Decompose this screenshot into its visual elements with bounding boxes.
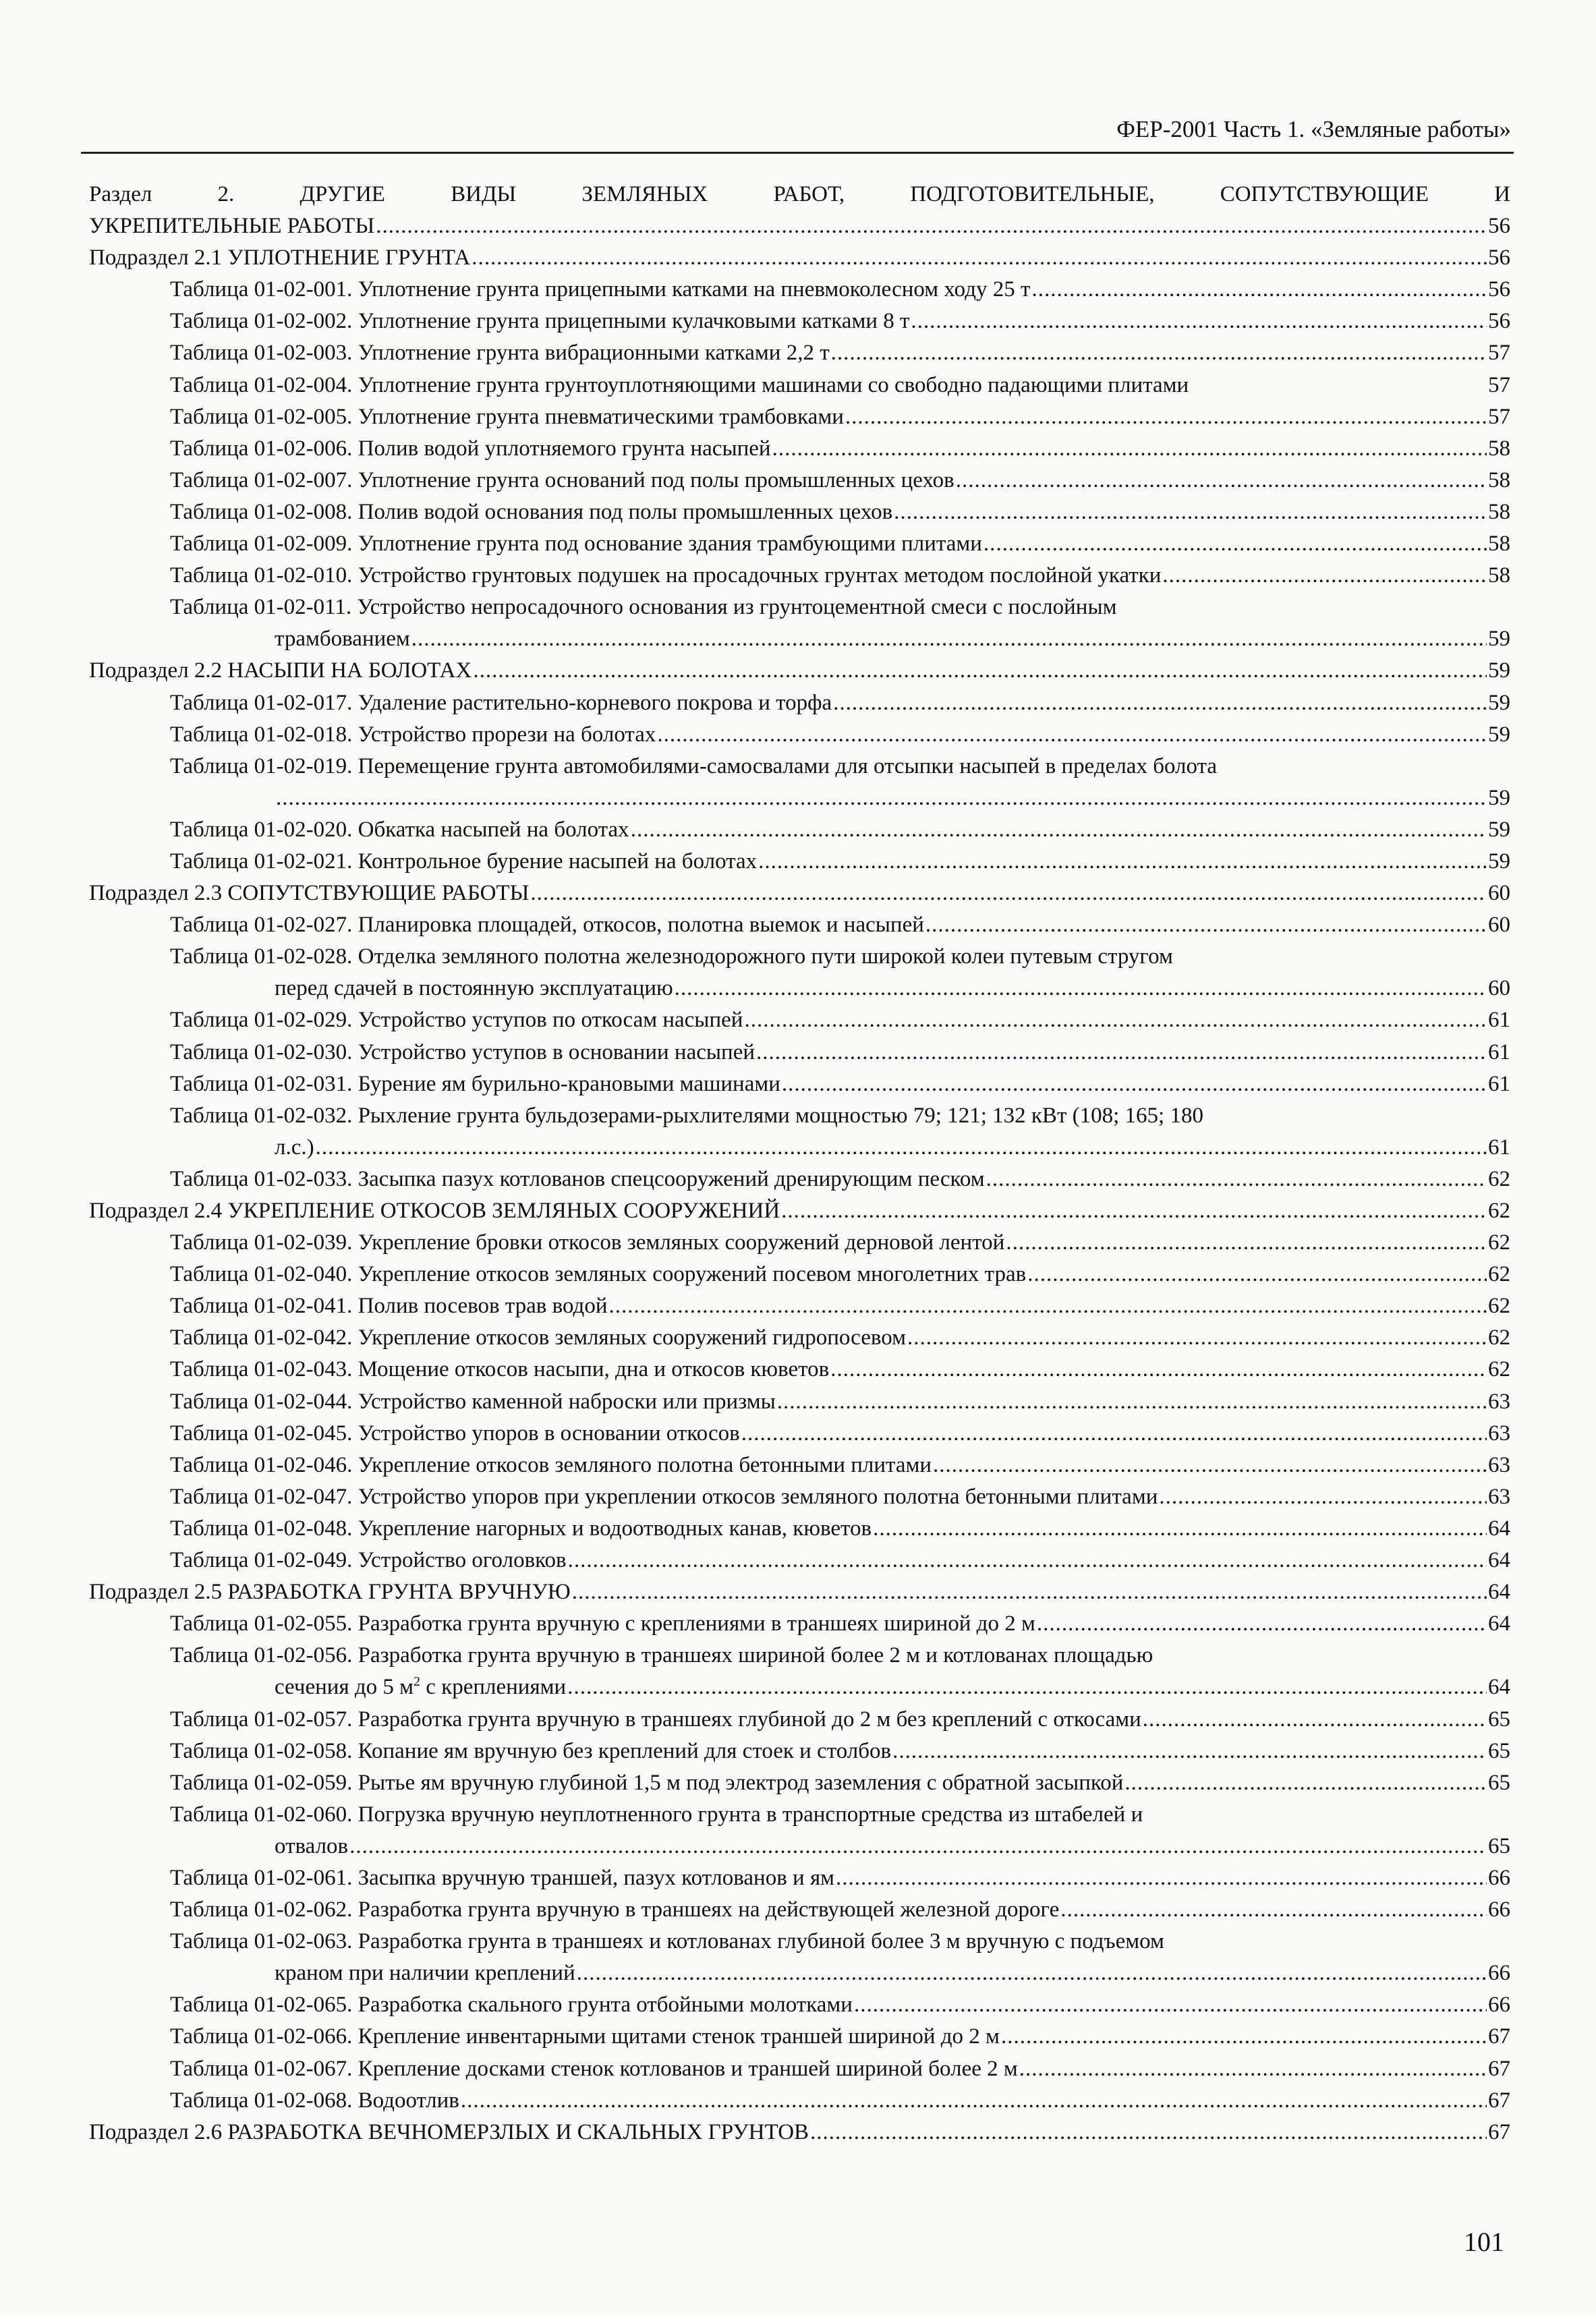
toc-table-entry[interactable]: [89, 306, 1510, 337]
toc-leader-dots: [956, 465, 1487, 496]
toc-page-number: 58: [1488, 467, 1510, 492]
toc-entry-title: Таблица 01-02-021. Контрольное бурение насыпей на болотах: [170, 849, 758, 874]
toc-leader-dots: [461, 2085, 1487, 2117]
toc-table-entry[interactable]: [89, 1068, 1510, 1100]
toc-entry-title: Таблица 01-02-056. Разработка грунта вручную в траншеях шириной более 2 м и котлованах площадью: [170, 1643, 1153, 1668]
toc-leader-dots: [894, 496, 1487, 528]
toc-page-number: 67: [1488, 2119, 1510, 2144]
toc-page-number: 62: [1488, 1262, 1510, 1287]
toc-page-number: 61: [1488, 1135, 1510, 1160]
toc-leader-dots: [925, 909, 1487, 941]
toc-entry-title: Таблица 01-02-048. Укрепление нагорных и водоотводных канав, кюветов: [170, 1516, 872, 1541]
toc-leader-dots: [831, 337, 1487, 369]
toc-table-entry[interactable]: [89, 1386, 1510, 1418]
toc-table-entry[interactable]: [89, 1290, 1510, 1322]
toc-entry-title: Подраздел 2.1 УПЛОТНЕНИЕ ГРУНТА: [89, 246, 471, 270]
toc-table-entry[interactable]: [89, 814, 1510, 846]
toc-table-entry[interactable]: [89, 2085, 1510, 2117]
toc-table-entry[interactable]: [89, 401, 1510, 433]
toc-table-entry[interactable]: [89, 528, 1510, 560]
toc-table-entry[interactable]: [89, 687, 1510, 719]
toc-leader-dots: [472, 242, 1487, 274]
toc-entry-title: Подраздел 2.4 УКРЕПЛЕНИЕ ОТКОСОВ ЗЕМЛЯНЫХ СООРУЖЕНИЙ: [89, 1199, 780, 1223]
toc-leader-dots: [1027, 1259, 1487, 1290]
toc-leader-dots: [376, 210, 1487, 242]
toc-leader-dots: [530, 878, 1487, 909]
toc-page-number: 59: [1488, 627, 1510, 652]
toc-entry-title: Таблица 01-02-044. Устройство каменной наброски или призмы: [170, 1389, 776, 1414]
toc-table-entry[interactable]: [89, 1862, 1510, 1894]
toc-leader-dots: [911, 306, 1487, 337]
toc-table-entry[interactable]: [89, 1545, 1510, 1576]
toc-subsection-entry[interactable]: [89, 655, 1510, 687]
toc-subsection-entry[interactable]: [89, 1576, 1510, 1608]
toc-page-number: 67: [1488, 2024, 1510, 2049]
toc-page-number: 66: [1488, 1993, 1510, 2018]
toc-entry-title: Таблица 01-02-008. Полив водой основания под полы промышленных цехов: [170, 499, 893, 524]
toc-entry-title-continued: отвалов: [275, 1833, 349, 1858]
toc-leader-dots: [276, 782, 1487, 814]
toc-page-number: 63: [1488, 1452, 1510, 1477]
toc-table-entry[interactable]: [89, 1989, 1510, 2021]
toc-leader-dots: [1037, 1608, 1487, 1640]
toc-entry-title: Таблица 01-02-049. Устройство оголовков: [170, 1548, 567, 1573]
toc-leader-dots: [1019, 2053, 1487, 2085]
toc-table-entry[interactable]: [89, 909, 1510, 941]
toc-entry-title: Таблица 01-02-017. Удаление растительно-корневого покрова и торфа: [170, 690, 832, 715]
toc-entry-title: Таблица 01-02-043. Мощение откосов насыпи, дна и откосов кюветов: [170, 1357, 830, 1382]
header-divider: [81, 152, 1514, 154]
toc-table-entry[interactable]: [89, 1704, 1510, 1736]
toc-page-number: 61: [1488, 1071, 1510, 1096]
toc-page-number: 65: [1488, 1770, 1510, 1795]
toc-table-entry[interactable]: [89, 1100, 1510, 1164]
toc-leader-dots: [411, 623, 1487, 655]
toc-table-entry[interactable]: [89, 370, 1510, 401]
toc-entry-title: Таблица 01-02-061. Засыпка вручную траншей, пазух котлованов и ям: [170, 1865, 835, 1890]
toc-entry-title: Таблица 01-02-057. Разработка грунта вручную в траншеях глубиной до 2 м без креплений с откосами: [170, 1707, 1141, 1732]
toc-subsection-entry[interactable]: [89, 1195, 1510, 1227]
toc-page-number: 66: [1488, 1897, 1510, 1922]
toc-table-entry[interactable]: [89, 719, 1510, 751]
toc-page-number: 56: [1488, 277, 1510, 302]
toc-table-entry[interactable]: [89, 1322, 1510, 1354]
toc-entry-title: Таблица 01-02-020. Обкатка насыпей на болотах: [170, 817, 629, 842]
toc-leader-dots: [631, 814, 1487, 846]
toc-entry-title: Таблица 01-02-065. Разработка скального грунта отбойными молотками: [170, 1993, 853, 2018]
toc-entry-title: Таблица 01-02-028. Отделка земляного полотна железнодорожного пути широкой колеи путевым стругом: [170, 944, 1173, 969]
toc-entry-title: Таблица 01-02-005. Уплотнение грунта пневматическими трамбовками: [170, 404, 844, 429]
toc-entry-title: Таблица 01-02-060. Погрузка вручную неуплотненного грунта в транспортные средства из штабелей и: [170, 1802, 1143, 1827]
toc-leader-dots: [1031, 274, 1487, 306]
toc-page-number: 58: [1488, 436, 1510, 461]
toc-table-entry[interactable]: [89, 1259, 1510, 1290]
toc-section-title-line2: УКРЕПИТЕЛЬНЫЕ РАБОТЫ: [89, 214, 375, 239]
toc-entry-title: Таблица 01-02-041. Полив посевов трав водой: [170, 1294, 608, 1319]
toc-table-entry[interactable]: [89, 846, 1510, 878]
toc-table-entry[interactable]: [89, 433, 1510, 465]
toc-leader-dots: [892, 1736, 1487, 1767]
toc-entry-title: Таблица 01-02-004. Уплотнение грунта грунтоуплотняющими машинами со свободно падающими плитами: [170, 372, 1189, 397]
toc-entry-title: Таблица 01-02-007. Уплотнение грунта оснований под полы промышленных цехов: [170, 467, 954, 492]
toc-entry-title: Таблица 01-02-019. Перемещение грунта автомобилями-самосвалами для отсыпки насыпей в пределах болота: [170, 753, 1218, 778]
toc-leader-dots: [1006, 1227, 1487, 1259]
running-header: ФЕР-2001 Часть 1. «Земляные работы»: [1116, 116, 1511, 142]
toc-page-number: 62: [1488, 1230, 1510, 1255]
toc-table-entry[interactable]: [89, 1608, 1510, 1640]
page-number: 101: [1464, 2227, 1504, 2257]
toc-subsection-entry[interactable]: [89, 878, 1510, 909]
toc-leader-dots: [577, 1958, 1487, 1989]
toc-page-number: 59: [1488, 658, 1510, 683]
toc-page-number: 64: [1488, 1611, 1510, 1636]
toc-table-entry[interactable]: [89, 1227, 1510, 1259]
toc-entry-title-tail: с креплениями: [420, 1675, 567, 1700]
toc-page-number: 63: [1488, 1421, 1510, 1446]
toc-table-entry[interactable]: [89, 751, 1510, 814]
toc-table-entry[interactable]: [89, 465, 1510, 496]
toc-leader-dots: [1159, 1481, 1487, 1513]
toc-entry-title: Таблица 01-02-058. Копание ям вручную без креплений для стоек и столбов: [170, 1738, 892, 1763]
toc-table-entry[interactable]: [89, 2053, 1510, 2085]
toc-page-number: 65: [1488, 1833, 1510, 1858]
toc-leader-dots: [1124, 1767, 1487, 1799]
toc-leader-dots: [756, 1037, 1487, 1068]
toc-entry-title: Таблица 01-02-068. Водоотлив: [170, 2088, 459, 2113]
toc-leader-dots: [567, 1672, 1487, 1703]
toc-page-number: 64: [1488, 1675, 1510, 1700]
toc-table-entry[interactable]: [89, 1037, 1510, 1068]
toc-page-number: 61: [1488, 1008, 1510, 1033]
toc-entry-title-continued: трамбованием: [275, 627, 410, 652]
toc-table-entry[interactable]: [89, 1736, 1510, 1767]
toc-leader-dots: [984, 528, 1487, 560]
toc-entry-title: Таблица 01-02-018. Устройство прорези на болотах: [170, 722, 656, 747]
toc-entry-title: Таблица 01-02-062. Разработка грунта вручную в траншеях на действующей железной дороге: [170, 1897, 1060, 1922]
toc-leader-dots: [845, 401, 1487, 433]
toc-entry-title: Таблица 01-02-006. Полив водой уплотняемого грунта насыпей: [170, 436, 771, 461]
toc-leader-dots: [473, 655, 1487, 687]
toc-entry-title: Таблица 01-02-009. Уплотнение грунта под основание здания трамбующими плитами: [170, 532, 982, 556]
toc-page-number: 62: [1488, 1357, 1510, 1382]
toc-leader-dots: [1143, 1704, 1487, 1736]
toc-entry-title: Таблица 01-02-042. Укрепление откосов земляных сооружений гидропосевом: [170, 1325, 906, 1350]
toc-entry-title-continued: перед сдачей в постоянную эксплуатацию: [275, 976, 673, 1001]
toc-entry-title: Таблица 01-02-002. Уплотнение грунта прицепными кулачковыми катками 8 т: [170, 309, 910, 334]
toc-page-number: 58: [1488, 499, 1510, 524]
toc-table-entry[interactable]: [89, 1926, 1510, 1989]
toc-leader-dots: [316, 1132, 1487, 1164]
toc-entry-title: Подраздел 2.5 РАЗРАБОТКА ГРУНТА ВРУЧНУЮ: [89, 1580, 571, 1605]
toc-table-entry[interactable]: [89, 1767, 1510, 1799]
toc-page-number: 57: [1488, 404, 1510, 429]
toc-page-number: 67: [1488, 2088, 1510, 2113]
toc-entry-title: Таблица 01-02-045. Устройство упоров в основании откосов: [170, 1421, 740, 1446]
toc-leader-dots: [349, 1831, 1487, 1862]
toc-page-number: 56: [1488, 214, 1510, 239]
table-of-contents: [89, 179, 1510, 2148]
toc-table-entry[interactable]: [89, 1418, 1510, 1450]
toc-table-entry[interactable]: [89, 1164, 1510, 1195]
toc-page-number: 62: [1488, 1325, 1510, 1350]
toc-entry-title: Таблица 01-02-027. Планировка площадей, откосов, полотна выемок и насыпей: [170, 913, 924, 938]
toc-leader-dots: [741, 1418, 1487, 1450]
toc-table-entry[interactable]: [89, 496, 1510, 528]
toc-page-number: 56: [1488, 246, 1510, 270]
toc-leader-dots: [833, 687, 1487, 719]
toc-entry-title-continued: сечения до 5 $м^2$ с креплениями: [275, 1674, 567, 1700]
toc-page-number: 65: [1488, 1738, 1510, 1763]
toc-entry-title: Подраздел 2.6 РАЗРАБОТКА ВЕЧНОМЕРЗЛЫХ И СКАЛЬНЫХ ГРУНТОВ: [89, 2119, 809, 2144]
toc-entry-title: Таблица 01-02-039. Укрепление бровки откосов земляных сооружений дерновой лентой: [170, 1230, 1005, 1255]
toc-page-number: 58: [1488, 532, 1510, 556]
toc-table-entry[interactable]: [89, 1799, 1510, 1862]
toc-page-number: 65: [1488, 1707, 1510, 1732]
toc-entry-title: Таблица 01-02-059. Рытье ям вручную глубиной 1,5 м под электрод заземления с обратной засыпкой: [170, 1770, 1124, 1795]
toc-entry-title: Таблица 01-02-001. Уплотнение грунта прицепными катками на пневмоколесном ходу 25 т: [170, 277, 1031, 302]
toc-leader-dots: [675, 973, 1487, 1004]
toc-page-number: 64: [1488, 1580, 1510, 1605]
toc-leader-dots: [744, 1004, 1487, 1036]
toc-entry-title: Таблица 01-02-011. Устройство непросадочного основания из грунтоцементной смеси с послойным: [170, 595, 1117, 620]
toc-page-number: 64: [1488, 1548, 1510, 1573]
toc-entry-title: Таблица 01-02-029. Устройство уступов по откосам насыпей: [170, 1008, 743, 1033]
toc-leader-dots: [1060, 1894, 1487, 1926]
toc-entry-title: Таблица 01-02-066. Крепление инвентарными щитами стенок траншей шириной до 2 м: [170, 2024, 1000, 2049]
toc-page-number: 59: [1488, 785, 1510, 810]
toc-page-number: 64: [1488, 1516, 1510, 1541]
toc-page-number: 60: [1488, 913, 1510, 938]
toc-page-number: 62: [1488, 1199, 1510, 1223]
toc-leader-dots: [772, 433, 1487, 465]
toc-page-number: 67: [1488, 2056, 1510, 2081]
superscript: 2: [414, 1674, 421, 1690]
toc-leader-dots: [758, 846, 1487, 878]
toc-page-number: 59: [1488, 849, 1510, 874]
toc-table-entry[interactable]: [89, 560, 1510, 592]
toc-page-number: 66: [1488, 1865, 1510, 1890]
toc-leader-dots: [907, 1322, 1487, 1354]
toc-leader-dots: [830, 1354, 1487, 1386]
toc-entry-title: Подраздел 2.3 СОПУТСТВУЮЩИЕ РАБОТЫ: [89, 881, 530, 906]
toc-entry-title: Подраздел 2.2 НАСЫПИ НА БОЛОТАХ: [89, 658, 472, 683]
toc-leader-dots: [854, 1989, 1487, 2021]
toc-page-number: 59: [1488, 817, 1510, 842]
toc-entries: [89, 242, 1510, 2148]
toc-subsection-entry[interactable]: [89, 242, 1510, 274]
toc-entry-title: Таблица 01-02-055. Разработка грунта вручную с креплениями в траншеях шириной до 2 м: [170, 1611, 1035, 1636]
toc-table-entry[interactable]: [89, 1481, 1510, 1513]
toc-leader-dots: [1162, 560, 1487, 592]
toc-entry-title: Таблица 01-02-032. Рыхление грунта бульдозерами-рыхлителями мощностью 79; 121; 132 кВт (108; 165; 180: [170, 1103, 1203, 1128]
toc-table-entry[interactable]: [89, 592, 1510, 655]
toc-table-entry[interactable]: [89, 1513, 1510, 1545]
toc-page-number: 60: [1488, 976, 1510, 1001]
toc-leader-dots: [657, 719, 1487, 751]
toc-table-entry[interactable]: [89, 941, 1510, 1004]
toc-table-entry[interactable]: [89, 1450, 1510, 1481]
toc-entry-title: Таблица 01-02-063. Разработка грунта в траншеях и котлованах глубиной более 3 м вручную с подъемом: [170, 1929, 1164, 1954]
toc-leader-dots: [810, 2117, 1487, 2148]
toc-entry-title: Таблица 01-02-031. Бурение ям бурильно-крановыми машинами: [170, 1071, 780, 1096]
toc-entry-title: Таблица 01-02-030. Устройство уступов в основании насыпей: [170, 1039, 756, 1064]
toc-leader-dots: [782, 1068, 1487, 1100]
toc-leader-dots: [986, 1164, 1487, 1195]
toc-table-entry[interactable]: [89, 1894, 1510, 1926]
toc-page-number: 63: [1488, 1484, 1510, 1509]
toc-entry-title-continued: краном при наличии креплений: [275, 1961, 575, 1986]
toc-entry-title: Таблица 01-02-010. Устройство грунтовых подушек на просадочных грунтах методом послойной укатки: [170, 563, 1162, 588]
toc-page-number: 58: [1488, 563, 1510, 588]
toc-table-entry[interactable]: [89, 337, 1510, 369]
toc-page-number: 56: [1488, 309, 1510, 334]
toc-entry-title: Таблица 01-02-040. Укрепление откосов земляных сооружений посевом многолетних трав: [170, 1262, 1027, 1287]
toc-entry-title: Таблица 01-02-033. Засыпка пазух котлованов спецсооружений дренирующим песком: [170, 1166, 985, 1191]
toc-page-number: 62: [1488, 1294, 1510, 1319]
toc-entry-title: Таблица 01-02-003. Уплотнение грунта вибрационными катками 2,2 т: [170, 341, 830, 366]
toc-leader-dots: [836, 1862, 1487, 1894]
toc-table-entry[interactable]: [89, 1640, 1510, 1703]
toc-page-number: 66: [1488, 1961, 1510, 1986]
toc-page-number: 57: [1488, 372, 1510, 397]
toc-table-entry[interactable]: [89, 2021, 1510, 2053]
toc-page-number: 59: [1488, 722, 1510, 747]
toc-page-number: 61: [1488, 1039, 1510, 1064]
toc-leader-dots: [609, 1290, 1487, 1322]
toc-entry-title-continued: л.с.): [275, 1135, 314, 1160]
toc-section-title-line1: Раздел 2. ДРУГИЕ ВИДЫ ЗЕМЛЯНЫХ РАБОТ, ПОДГОТОВИТЕЛЬНЫЕ, СОПУТСТВУЮЩИЕ И: [89, 182, 1510, 206]
toc-page-number: 59: [1488, 690, 1510, 715]
toc-table-entry[interactable]: [89, 1354, 1510, 1386]
toc-page-number: 63: [1488, 1389, 1510, 1414]
toc-entry-title: Таблица 01-02-046. Укрепление откосов земляного полотна бетонными плитами: [170, 1452, 932, 1477]
toc-leader-dots: [572, 1576, 1487, 1608]
toc-page-number: 60: [1488, 881, 1510, 906]
toc-page-number: 62: [1488, 1166, 1510, 1191]
toc-entry-title: Таблица 01-02-067. Крепление досками стенок котлованов и траншей шириной более 2 м: [170, 2056, 1018, 2081]
toc-table-entry[interactable]: [89, 274, 1510, 306]
toc-leader-dots: [777, 1386, 1487, 1418]
toc-subsection-entry[interactable]: [89, 2117, 1510, 2148]
toc-section-entry[interactable]: [89, 179, 1510, 242]
toc-table-entry[interactable]: [89, 1004, 1510, 1036]
toc-leader-dots: [873, 1513, 1487, 1545]
toc-leader-dots: [933, 1450, 1487, 1481]
toc-leader-dots: [781, 1195, 1487, 1227]
toc-leader-dots: [1001, 2021, 1487, 2053]
toc-entry-title: Таблица 01-02-047. Устройство упоров при укреплении откосов земляного полотна бетонными плитами: [170, 1484, 1158, 1509]
toc-leader-dots: [568, 1545, 1487, 1576]
toc-page-number: 57: [1488, 341, 1510, 366]
